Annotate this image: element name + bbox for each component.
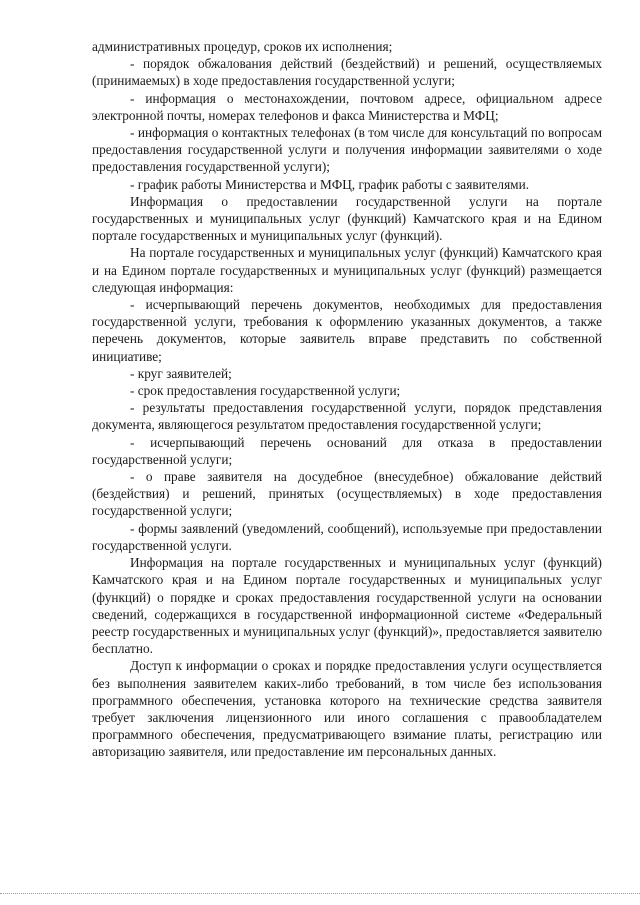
paragraph: Доступ к информации о сроках и порядке предоставления услуги осуществляется без выполнения заявителем каких-либо требований, в том числе без использования программного обеспечения, установка которого на технические средства заявителя требует заключения лицензионного или иного соглашения с правообладателем программного обеспечения, предусматривающего взимание платы, регистрацию или авторизацию заявителя, или предоставление им персональных данных. xyxy=(92,658,602,760)
paragraph: - круг заявителей; xyxy=(130,365,232,381)
paragraph: - о праве заявителя на досудебное (внесудебное) обжалование действий (бездействия) и решений, принятых (осуществляемых) в ходе предоставления государственной услуги; xyxy=(92,469,602,519)
paragraph: - исчерпывающий перечень оснований для отказа в предоставлении государственной услуги; xyxy=(92,434,602,467)
paragraph: - информация о контактных телефонах (в том числе для консультаций по вопросам предоставления государственной услуги и получения информации заявителями о ходе предоставления государственной услуги); xyxy=(92,125,602,175)
paragraph: На портале государственных и муниципальных услуг (функций) Камчатского края и на Едином портале государственных и муниципальных услуг (функций) размещается следующая информация: xyxy=(92,245,602,295)
paragraph: административных процедур, сроков их исполнения; xyxy=(92,39,393,54)
paragraph: Информация на портале государственных и муниципальных услуг (функций) Камчатского края и на Едином портале государственных и муниципальных услуг (функций) о порядке и сроках предоставления государственной услуги на основании сведений, содержащихся в государственной информационной системе «Федеральный реестр государственных и муниципальных услуг (функций)», предоставляется заявителю бесплатно. xyxy=(92,555,602,657)
paragraph: - формы заявлений (уведомлений, сообщений), используемые при предоставлении государственной услуги. xyxy=(92,520,602,553)
paragraph: - график работы Министерства и МФЦ, график работы с заявителями. xyxy=(130,176,530,192)
page-bottom-divider xyxy=(0,893,640,894)
paragraph: - информация о местонахождении, почтовом адресе, официальном адресе электронной почты, номерах телефонов и факса Министерства и МФЦ; xyxy=(92,90,602,123)
paragraph: Информация о предоставлении государственной услуги на портале государственных и муниципальных услуг (функций) Камчатского края и на Едином портале государственных и муниципальных услуг (функций). xyxy=(92,193,602,244)
paragraph: - результаты предоставления государственной услуги, порядок представления документа, являющегося результатом предоставления государственной услуги; xyxy=(92,400,602,433)
document-body xyxy=(92,38,602,761)
paragraph: - исчерпывающий перечень документов, необходимых для предоставления государственной услуги, требования к оформлению указанных документов, а также перечень документов, которые заявитель вправе представить по собственной инициативе; xyxy=(92,297,602,364)
paragraph: - срок предоставления государственной услуги; xyxy=(130,383,401,399)
paragraph: - порядок обжалования действий (бездействий) и решений, осуществляемых (принимаемых) в ходе предоставления государственной услуги; xyxy=(92,56,602,89)
